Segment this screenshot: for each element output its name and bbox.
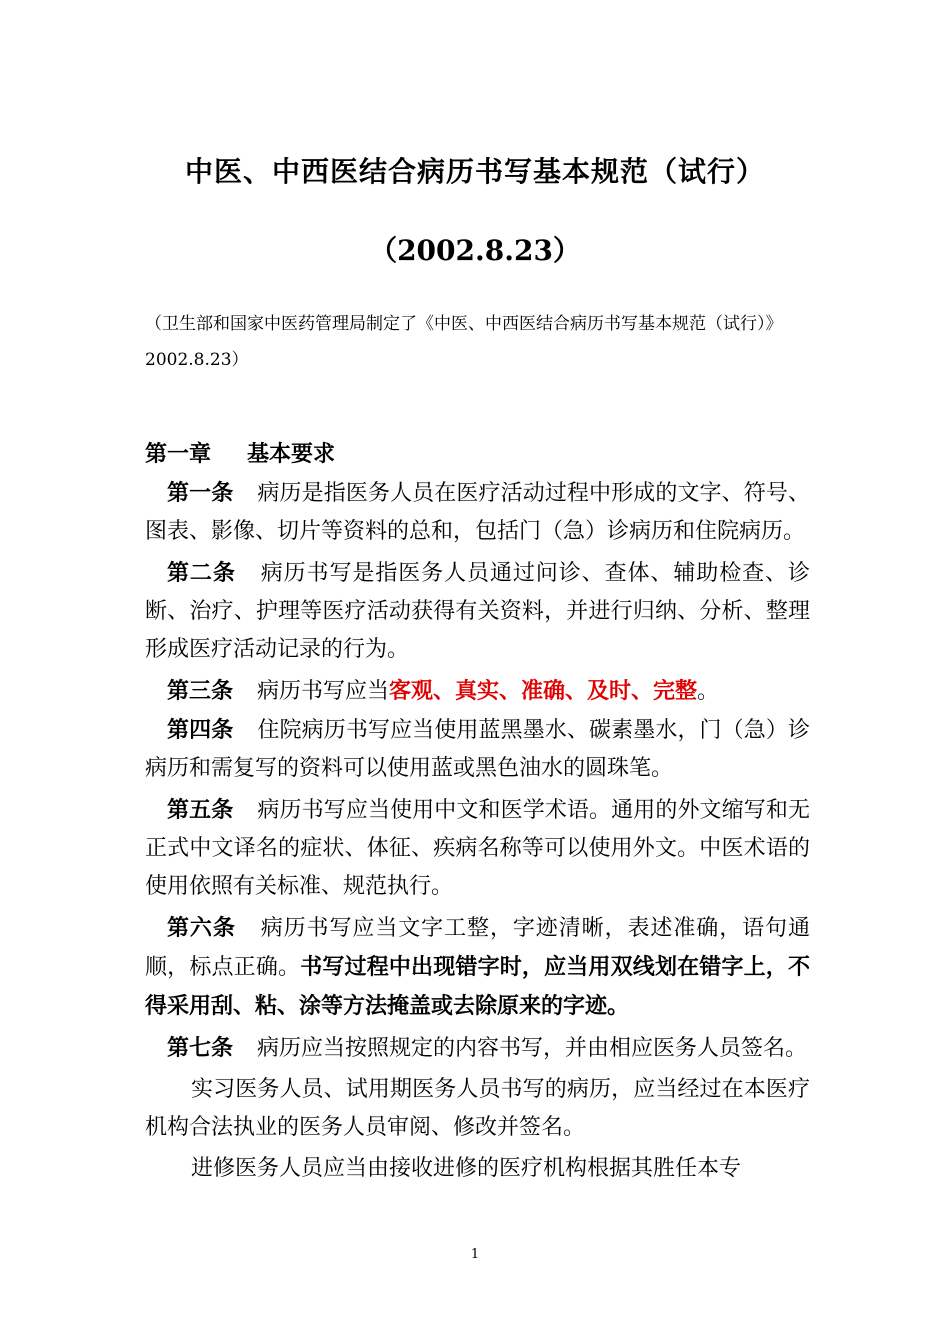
chapter-name: 基本要求 [247, 441, 336, 467]
article-3 [145, 672, 810, 711]
article-2 [145, 554, 810, 669]
document-body [145, 434, 810, 1188]
article-text: 病历是指医务人员在医疗活动过程中形成的文字、符号、图表、影像、切片等资料的总和，包括门（急）诊病历和住院病历。 [145, 481, 810, 544]
article-text: 住院病历书写应当使用蓝黑墨水、碳素墨水，门（急）诊病历和需复写的资料可以使用蓝或黑色油水的圆珠笔。 [145, 718, 810, 781]
article-4 [145, 711, 810, 788]
article-label: 第六条 [167, 915, 236, 941]
article-text: 病历书写是指医务人员通过问诊、查体、辅助检查、诊断、治疗、护理等医疗活动获得有关资料，并进行归纳、分析、整理形成医疗活动记录的行为。 [145, 561, 810, 662]
document-title: 中医、中西医结合病历书写基本规范（试行） [184, 155, 765, 188]
document-date: （2002.8.23） [369, 234, 581, 267]
chapter-heading [145, 434, 810, 474]
article-text: 病历书写应当文字工整，字迹清晰，表述准确，语句通顺，标点正确。 [145, 916, 810, 980]
paragraph-intern: 实习医务人员、试用期医务人员书写的病历，应当经过在本医疗机构合法执业的医务人员审阅、修改并签名。 [145, 1077, 810, 1140]
article-label: 第一条 [167, 480, 234, 506]
article-label: 第二条 [167, 560, 236, 586]
article-7 [145, 1029, 810, 1068]
paragraph-trainee: 进修医务人员应当由接收进修的医疗机构根据其胜任本专 [191, 1156, 742, 1181]
article-text: 病历应当按照规定的内容书写，并由相应医务人员签名。 [257, 1036, 808, 1061]
article-5 [145, 791, 810, 906]
article-label: 第四条 [167, 717, 234, 743]
article-6 [145, 909, 810, 1026]
source-note: （卫生部和国家中医药管理局制定了《中医、中西医结合病历书写基本规范（试行）》2002.8.23） [145, 314, 783, 370]
highlighted-requirements: 客观、真实、准确、及时、完整 [389, 678, 698, 704]
article-label: 第三条 [167, 678, 234, 704]
article-text: 病历书写应当使用中文和医学术语。通用的外文缩写和无正式中文译名的症状、体征、疾病名称等可以使用外文。中医术语的使用依照有关标准、规范执行。 [145, 798, 810, 899]
emphasized-text: 书写过程中出现错字时，应当用双线划在错字上，不得采用刮、粘、涂等方法掩盖或去除原来的字迹。 [145, 954, 810, 1019]
article-label: 第七条 [167, 1035, 234, 1061]
article-1 [145, 474, 810, 551]
article-label: 第五条 [167, 797, 234, 823]
article-text: 病历书写应当 [257, 679, 390, 704]
chapter-number: 第一章 [145, 441, 212, 467]
article-text-end: 。 [697, 679, 720, 704]
page-number: 1 [470, 1247, 480, 1262]
